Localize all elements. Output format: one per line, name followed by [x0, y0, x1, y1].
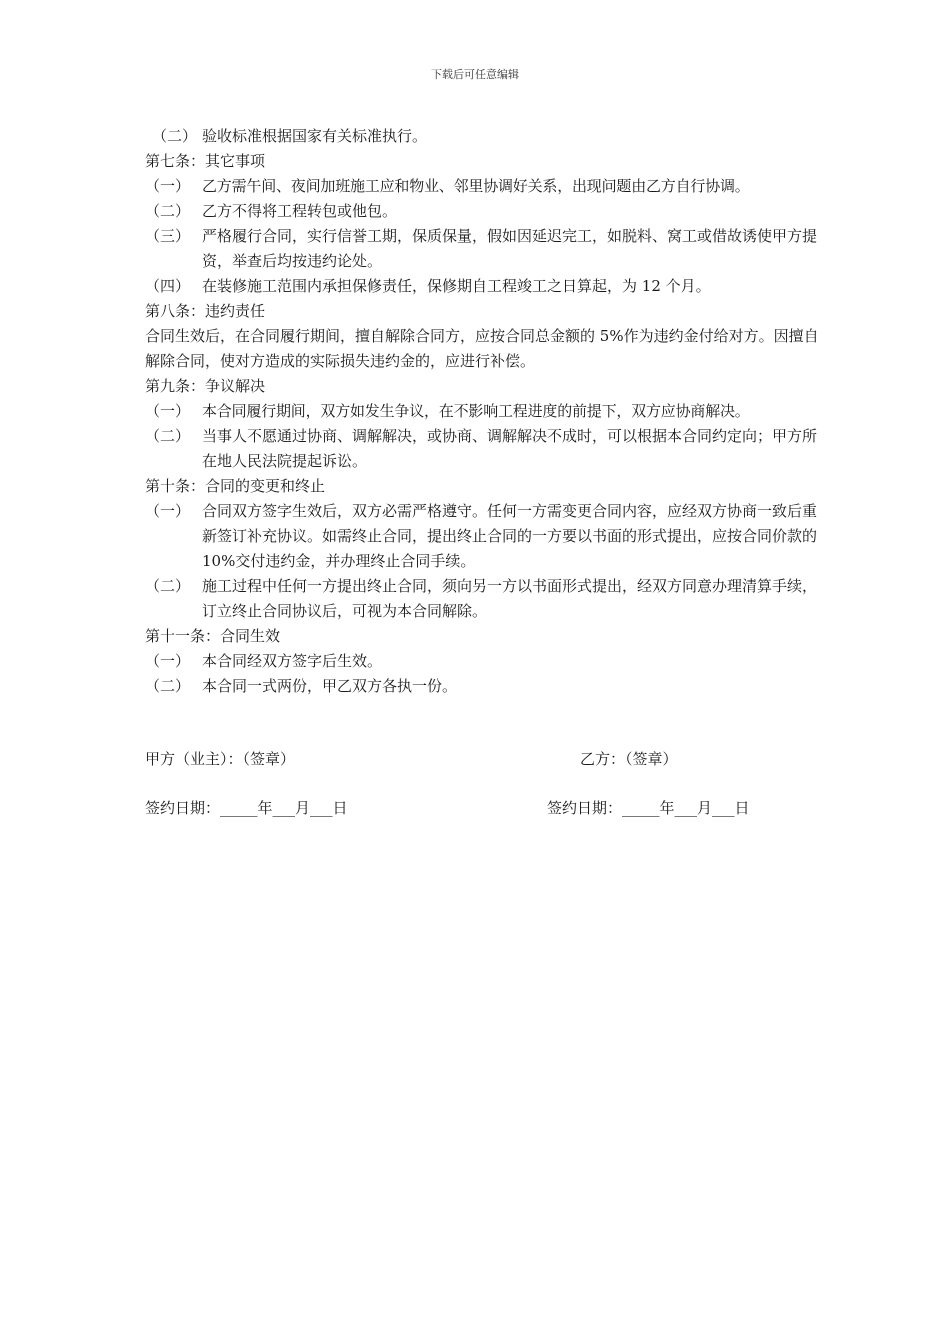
contract-body [145, 124, 820, 699]
clause-text: 本合同一式两份，甲乙双方各执一份。 [202, 677, 458, 695]
clause-number: （四） [145, 277, 191, 295]
signature-row [145, 748, 845, 773]
clause-text: 本合同经双方签字后生效。 [202, 652, 383, 670]
signature-block [145, 748, 845, 822]
clause-number: （一） [145, 177, 191, 195]
party-b-signature: 乙方：（签章） [580, 750, 678, 768]
acceptance-clause [145, 124, 820, 149]
article-9-item-2 [145, 424, 820, 474]
page-header: 下载后可任意编辑 [431, 68, 519, 81]
article-8-paragraph: 合同生效后，在合同履行期间，擅自解除合同方，应按合同总金额的 5%作为违约金付给对方。因擅自解除合同，使对方造成的实际损失违约金的，应进行补偿。 [145, 327, 819, 370]
article-11-item-1 [145, 649, 820, 674]
article-7-item-4 [145, 274, 820, 299]
clause-number: （二） [145, 202, 191, 220]
clause-text: 当事人不愿通过协商、调解解决，或协商、调解解决不成时，可以根据本合同约定向；甲方所在地人民法院提起诉讼。 [202, 427, 818, 470]
article-7-item-1 [145, 174, 820, 199]
clause-text: 验收标准根据国家有关标准执行。 [202, 127, 428, 145]
clause-number: （一） [145, 652, 191, 670]
clause-text: 乙方需午间、夜间加班施工应和物业、邻里协调好关系，出现问题由乙方自行协调。 [202, 177, 750, 195]
article-7-heading: 第七条：其它事项 [145, 152, 266, 170]
clause-number: （一） [145, 502, 191, 520]
clause-number: （三） [145, 227, 191, 245]
article-9-heading: 第九条：争议解决 [145, 377, 266, 395]
party-a-date: 签约日期：_____年___月___日 [145, 799, 348, 817]
clause-text: 施工过程中任何一方提出终止合同，须向另一方以书面形式提出，经双方同意办理清算手续，订立终止合同协议后，可视为本合同解除。 [202, 577, 818, 620]
article-10-item-1 [145, 499, 820, 574]
clause-number: （一） [145, 402, 191, 420]
date-row [145, 797, 845, 822]
article-7-item-3 [145, 224, 820, 274]
article-9-item-1 [145, 399, 820, 424]
party-b-date: 签约日期：_____年___月___日 [547, 799, 750, 817]
article-10-item-2 [145, 574, 820, 624]
clause-text: 本合同履行期间，双方如发生争议，在不影响工程进度的前提下，双方应协商解决。 [202, 402, 750, 420]
clause-number: （二） [145, 427, 191, 445]
clause-text: 严格履行合同，实行信誉工期，保质保量，假如因延迟完工，如脱料、窝工或借故诱使甲方提资，举查后均按违约论处。 [202, 227, 818, 270]
article-8-heading: 第八条：违约责任 [145, 302, 266, 320]
clause-number: （二） [152, 127, 198, 145]
article-11-item-2 [145, 674, 820, 699]
article-10-heading: 第十条：合同的变更和终止 [145, 477, 326, 495]
article-11-heading: 第十一条：合同生效 [145, 627, 281, 645]
party-a-signature: 甲方（业主）：（签章） [145, 750, 296, 768]
clause-number: （二） [145, 677, 191, 695]
clause-text: 乙方不得将工程转包或他包。 [202, 202, 398, 220]
clause-text: 合同双方签字生效后，双方必需严格遵守。任何一方需变更合同内容，应经双方协商一致后重新签订补充协议。如需终止合同，提出终止合同的一方要以书面的形式提出，应按合同价款的 10%交付违约金，并办理终止合同手续。 [202, 502, 818, 570]
clause-number: （二） [145, 577, 191, 595]
article-7-item-2 [145, 199, 820, 224]
clause-text: 在装修施工范围内承担保修责任，保修期自工程竣工之日算起，为 12 个月。 [202, 277, 711, 295]
